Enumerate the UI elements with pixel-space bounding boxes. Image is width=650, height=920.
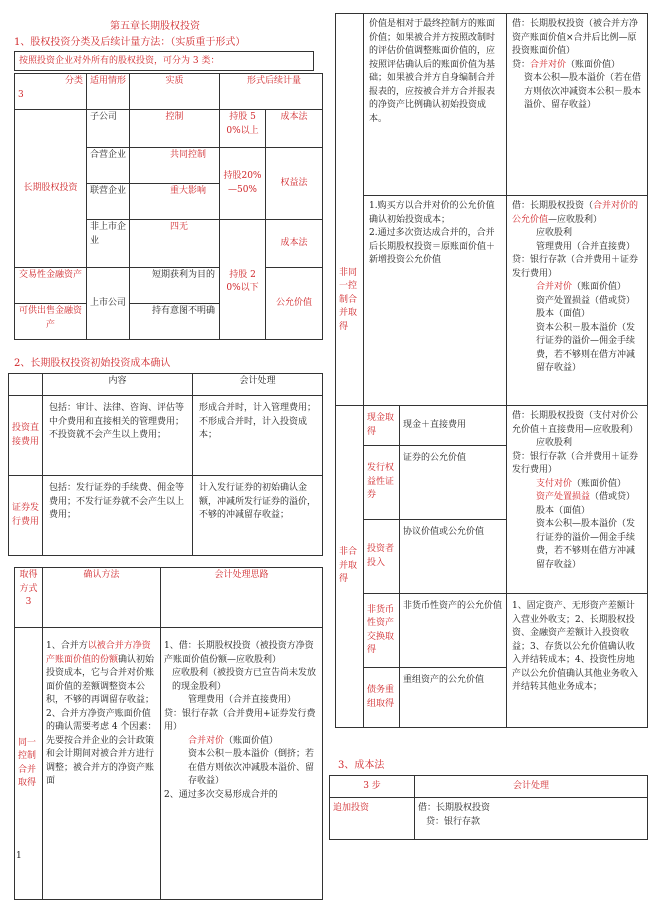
joint-control: 共同控制 <box>130 148 220 184</box>
header-steps: 3 步 <box>330 776 415 798</box>
investor-contribution-method: 协议价值或公允价值 <box>400 520 507 594</box>
associate-holding: 持股20%—50% <box>220 148 266 220</box>
non-merge-label: 非合并取得 <box>336 406 364 728</box>
acquisition-table-right <box>335 13 648 728</box>
significant-influence: 重大影响 <box>130 184 220 220</box>
subsidiary-holding: 持股 50%以上 <box>220 110 266 148</box>
same-control-label: 同一控制合并取得 <box>15 628 43 900</box>
row-associate: 联营企业 <box>87 184 130 220</box>
additional-investment-accounting: 借：长期股权投资 贷：银行存款 <box>415 798 648 840</box>
non-monetary-label: 非货币性资产交换取得 <box>364 594 400 668</box>
non-same-control-label: 非同一控制合并取得 <box>336 196 364 406</box>
same-control-cont-method: 价值是相对于最终控制方的账面价值；如果被合并方按照改制时的评估价值调整账面价值的，应按照评估确认后的账面价值为基础；如果被合并方自身编制合并报表的，应按被合并方合并报表的净资产比例确认初始投资成本。 <box>364 14 507 196</box>
direct-costs-content: 包括：审计、法律、咨询、评估等中介费用和直接相关的管理费用；不投资就不会产生以上费用； <box>43 396 193 476</box>
header-accounting: 会计处理 <box>193 374 323 396</box>
header-category: 分类 3 <box>15 74 87 110</box>
issuance-costs-content: 包括：发行证券的手续费、佣金等费用；不发行证券就不会产生以上费用； <box>43 476 193 556</box>
cost-method-table <box>329 775 648 840</box>
additional-investment-label: 追加投资 <box>330 798 415 840</box>
row-subsidiary: 子公司 <box>87 110 130 148</box>
non-same-control-method: 1.购买方以合并对价的公允价值确认初始投资成本； 2.通过多次资达成合并的，合并后长期股权投资＝原账面价值＋新增投资公允价值 <box>364 196 507 406</box>
debt-restructuring-label: 债务重组取得 <box>364 668 400 728</box>
equity-securities-method: 证券的公允价值 <box>400 446 507 520</box>
header-form-measure: 形式后续计量 <box>220 74 323 110</box>
listed-company: 上市公司 <box>87 268 130 340</box>
same-control-accounting: 1、借：长期股权投资（被投资方净资产账面价值份额—应收股利） 应收股利（被投资方已宣告尚未发放的现金股利） 管理费用（合并直接费用） 贷：银行存款（合并费用+证券发行费用） 合并对价（账面价值） 资本公积－股本溢价（倒挤；若在借方则依次冲减股本溢价、留存收益） 2、通过多次交易形成合并的 <box>161 628 323 900</box>
unlisted-measure: 成本法 <box>266 220 323 268</box>
section-1-heading: 1、股权投资分类及后续计量方法：（实质重于形式） <box>14 37 246 48</box>
debt-restructuring-method: 重组资产的公允价值 <box>400 668 507 728</box>
same-control-cont-accounting: 借：长期股权投资（被合并方净资产账面价值×合并后比例—原投资账面价值） 贷：合并对价（账面价值） 资本公积—股本溢价（若在借方则依次冲减资本公积－股本溢价、留存收益） <box>507 14 648 196</box>
row-unlisted: 非上市企业 <box>87 220 130 268</box>
acquisition-table-left <box>14 567 323 900</box>
section-3-heading: 3、成本法 <box>338 760 385 771</box>
same-control-method: 1、合并方以被合并方净资产账面价值的份额确认初始投资成本，它与合并对价账面价值的差额调整资本公积，不够的再调留存收益； 2、合并方净资产账面价值的确认需要考虑 4 个因素：先要按合并企业的会计政策和会计期间对被合并方进行调整；被合并方的净资产账面 <box>43 628 161 900</box>
short-term-profit: 短期获利为目的 <box>130 268 220 304</box>
header-scope: 适用情形 <box>87 74 130 110</box>
equity-securities-label: 发行权益性证券 <box>364 446 400 520</box>
available-for-sale: 可供出售金融资产 <box>15 304 87 340</box>
header-entity: 实质 <box>130 74 220 110</box>
cash-method: 现金＋直接费用 <box>400 406 507 446</box>
equity-method: 权益法 <box>266 148 323 220</box>
subsidiary-measure: 成本法 <box>266 110 323 148</box>
header-acquisition-method: 取得方式 3 <box>15 568 43 628</box>
section-1-note: 按照投资企业对外所有的股权投资，可分为 3 类： <box>14 51 314 71</box>
direct-costs-label: 投资直接费用 <box>9 396 43 476</box>
subsidiary-control: 控制 <box>130 110 220 148</box>
section-2-heading: 2、长期股权投资初始投资成本确认 <box>14 358 171 369</box>
unclear-intent: 持有意图不明确 <box>130 304 220 340</box>
page-title: 第五章长期股权投资 <box>110 21 200 32</box>
cash-accounting: 借：长期股权投资（支付对价公允价值＋直接费用—应收股利） 应收股利 贷：银行存款（合并费用＋证券发行费用） 支付对价（账面价值） 资产处置损益（借或贷） 股本（面值） 资本公积—股本溢价（发行证券的溢价—佣金手续费，若不够则在借方冲减留存收益） <box>507 406 648 594</box>
classification-table <box>14 73 323 340</box>
holding-below-20: 持股 20%以下 <box>220 268 266 340</box>
cash-label: 现金取得 <box>364 406 400 446</box>
header-cost-accounting: 会计处理 <box>415 776 648 798</box>
issuance-costs-accounting: 计入发行证券的初始确认金额，冲减所发行证券的溢价，不够的冲减留存收益； <box>193 476 323 556</box>
row-joint-venture: 合营企业 <box>87 148 130 184</box>
initial-cost-table <box>8 373 323 556</box>
header-content: 内容 <box>43 374 193 396</box>
header-approach: 会计处理思路 <box>161 568 323 628</box>
fair-value: 公允价值 <box>266 268 323 340</box>
trading-financial-assets: 交易性金融资产 <box>15 268 87 304</box>
long-term-equity-label: 长期股权投资 <box>15 110 87 268</box>
header-recognition: 确认方法 <box>43 568 161 628</box>
investor-contribution-label: 投资者投入 <box>364 520 400 594</box>
non-same-control-accounting: 借：长期股权投资（合并对价的公允价值—应收股利） 应收股利 管理费用（合并直接费） 贷：银行存款（合并费用＋证券发行费用） 合并对价（账面价值） 资产处置损益（借或贷） 股本（面值） 资本公积－股本溢价（发行证券的溢价—佣金手续费，若不够则在借方冲减留存收益） <box>507 196 648 406</box>
issuance-costs-label: 证券发行费用 <box>9 476 43 556</box>
page-number: 1 <box>16 851 22 861</box>
non-monetary-accounting: 1、固定资产、无形资产差额计入营业外收支；2、长期股权投资、金融资产差额计入投资收益；3、存货以公允价值确认收入并结转成本；4、投资性房地产以公允价值确认其他业务收入并结转其他业务成本； <box>507 594 648 728</box>
direct-costs-accounting: 形成合并时，计入管理费用； 不形成合并时，计入投资成本； <box>193 396 323 476</box>
four-none: 四无 <box>130 220 220 268</box>
non-monetary-method: 非货币性资产的公允价值 <box>400 594 507 668</box>
